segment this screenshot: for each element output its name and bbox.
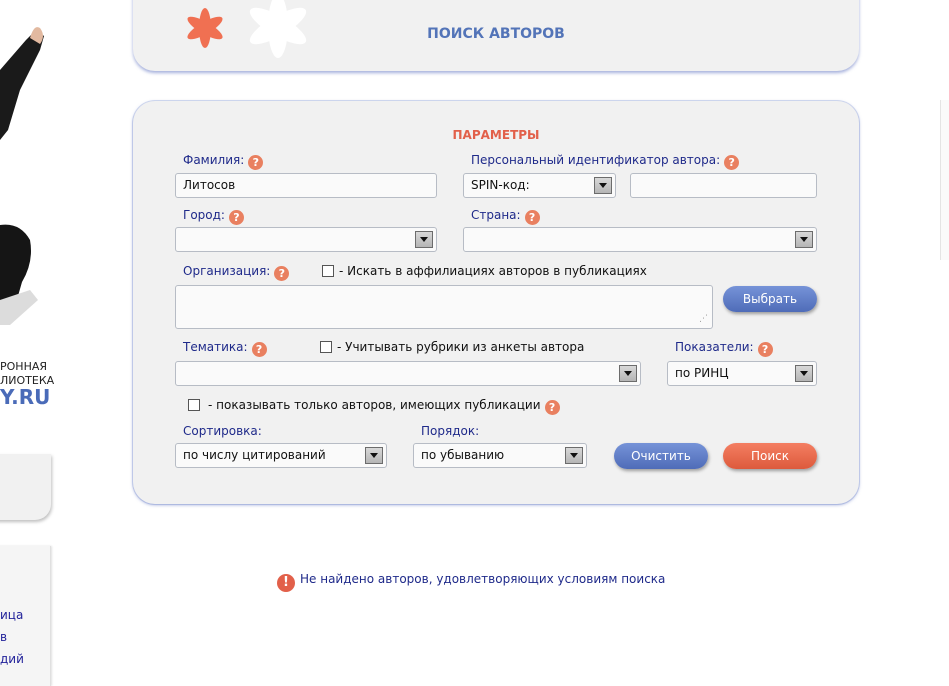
sidebar-link[interactable]: ица xyxy=(0,608,24,622)
help-icon[interactable]: ? xyxy=(758,342,773,357)
help-icon[interactable]: ? xyxy=(248,155,263,170)
only-with-publications-label: - показывать только авторов, имеющих публикации ? xyxy=(208,398,560,415)
no-results-message xyxy=(277,572,665,592)
city-select[interactable] xyxy=(175,227,437,252)
topic-label: Тематика: ? xyxy=(183,340,267,357)
search-parameters-panel xyxy=(133,101,859,504)
sort-label: Сортировка: xyxy=(183,424,262,438)
logo-text-line2: ЛИОТЕКА xyxy=(0,374,55,387)
author-id-type-select[interactable]: SPIN-код: xyxy=(463,173,616,198)
help-icon[interactable]: ? xyxy=(274,266,289,281)
page-title: ПОИСК АВТОРОВ xyxy=(427,26,565,42)
no-results-text: Не найдено авторов, удовлетворяющих условиям поиска xyxy=(300,572,666,586)
affiliation-checkbox[interactable] xyxy=(322,265,334,277)
dropdown-arrow-icon[interactable] xyxy=(795,231,813,248)
sort-select[interactable]: по числу цитирований xyxy=(175,443,387,468)
affiliation-checkbox-label: - Искать в аффилиациях авторов в публикациях xyxy=(339,264,647,278)
help-icon[interactable]: ? xyxy=(545,400,560,415)
help-icon[interactable]: ? xyxy=(525,210,540,225)
help-icon[interactable]: ? xyxy=(229,210,244,225)
select-organization-button[interactable]: Выбрать xyxy=(723,286,817,312)
dropdown-arrow-icon[interactable] xyxy=(594,177,612,194)
indicators-label: Показатели: ? xyxy=(675,340,773,357)
section-title: ПАРАМЕТРЫ xyxy=(452,128,540,142)
clear-button[interactable]: Очистить xyxy=(614,443,708,469)
sidebar-box xyxy=(0,454,51,520)
order-label: Порядок: xyxy=(421,424,480,438)
dropdown-arrow-icon[interactable] xyxy=(565,447,583,464)
header-panel xyxy=(133,0,859,71)
dropdown-arrow-icon[interactable] xyxy=(365,447,383,464)
country-label: Страна: ? xyxy=(471,208,540,225)
surname-input[interactable]: Литосов xyxy=(175,173,437,198)
logo-text-line1: РОННАЯ xyxy=(0,360,48,373)
sidebar-link[interactable]: в xyxy=(0,630,8,644)
dropdown-arrow-icon[interactable] xyxy=(619,365,637,382)
topic-checkbox[interactable] xyxy=(320,341,332,353)
author-id-label: Персональный идентификатор автора: ? xyxy=(471,153,739,170)
only-with-publications-checkbox[interactable] xyxy=(188,399,200,411)
help-icon[interactable]: ? xyxy=(252,342,267,357)
country-select[interactable] xyxy=(463,227,817,252)
site-logo[interactable]: Y.RU xyxy=(0,385,51,409)
order-select[interactable]: по убыванию xyxy=(413,443,587,468)
person-figure-image xyxy=(0,0,60,330)
sidebar-link[interactable]: дий xyxy=(0,652,24,666)
alert-icon: ! xyxy=(277,574,295,592)
city-label: Город: ? xyxy=(183,208,244,225)
topic-select[interactable] xyxy=(175,361,641,386)
resize-grip-icon[interactable]: ⋰ xyxy=(699,314,708,324)
indicators-select[interactable]: по РИНЦ xyxy=(667,361,817,386)
dropdown-arrow-icon[interactable] xyxy=(415,231,433,248)
right-panel-edge xyxy=(940,100,949,260)
author-id-input[interactable] xyxy=(630,173,817,198)
surname-label: Фамилия: ? xyxy=(183,153,263,170)
organization-label: Организация: ? xyxy=(183,264,289,281)
organization-textarea[interactable] xyxy=(175,285,713,329)
dropdown-arrow-icon[interactable] xyxy=(795,365,813,382)
topic-checkbox-label: - Учитывать рубрики из анкеты автора xyxy=(337,340,585,354)
search-button[interactable]: Поиск xyxy=(723,443,817,469)
help-icon[interactable]: ? xyxy=(724,155,739,170)
